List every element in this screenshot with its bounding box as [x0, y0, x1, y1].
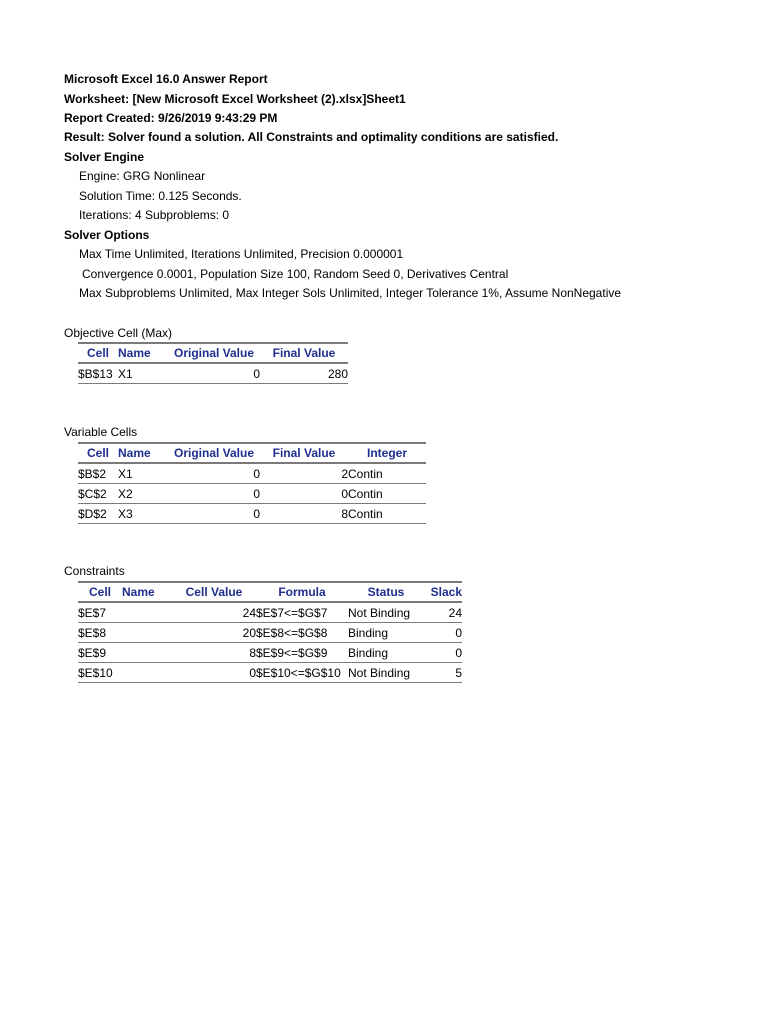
variables-section-title: Variable Cells [64, 425, 138, 439]
table-row [78, 484, 426, 504]
table-row [78, 623, 462, 643]
cell-name: X1 [118, 463, 168, 484]
original-value: 0 [168, 463, 260, 484]
table-row [78, 504, 426, 524]
cell-value: 24 [172, 602, 256, 623]
options-line-1: Max Time Unlimited, Iterations Unlimited, Precision 0.000001 [79, 247, 404, 261]
worksheet-line: Worksheet: [New Microsoft Excel Worksheet (2).xlsx]Sheet1 [64, 92, 406, 106]
table-row [78, 363, 348, 384]
solver-engine-heading: Solver Engine [64, 150, 145, 164]
constraints-section-title: Constraints [64, 564, 125, 578]
final-value: 280 [260, 363, 348, 384]
cell-ref: $E$10 [78, 663, 122, 683]
formula: $E$10<=$G$10 [256, 663, 348, 683]
column-header: Name [118, 343, 168, 363]
column-header: Formula [256, 582, 348, 602]
iterations-line: Iterations: 4 Subproblems: 0 [79, 208, 230, 222]
cell-name [122, 643, 172, 663]
cell-ref: $B$13 [78, 363, 118, 384]
cell-value: 20 [172, 623, 256, 643]
table-row [78, 602, 462, 623]
final-value: 0 [260, 484, 348, 504]
cell-name [122, 623, 172, 643]
table-row [78, 463, 426, 484]
final-value: 8 [260, 504, 348, 524]
column-header: Final Value [260, 343, 348, 363]
slack: 24 [424, 602, 462, 623]
report-title: Microsoft Excel 16.0 Answer Report [64, 72, 268, 86]
formula: $E$7<=$G$7 [256, 602, 348, 623]
table-row [78, 663, 462, 683]
original-value: 0 [168, 504, 260, 524]
report-created: Report Created: 9/26/2019 9:43:29 PM [64, 111, 278, 125]
final-value: 2 [260, 463, 348, 484]
solver-options-heading: Solver Options [64, 228, 150, 242]
cell-value: 8 [172, 643, 256, 663]
original-value: 0 [168, 363, 260, 384]
cell-ref: $D$2 [78, 504, 118, 524]
column-header: Cell [78, 443, 118, 463]
cell-ref: $E$7 [78, 602, 122, 623]
options-line-3: Max Subproblems Unlimited, Max Integer Sols Unlimited, Integer Tolerance 1%, Assume NonNegative [79, 286, 622, 300]
engine-line: Engine: GRG Nonlinear [79, 169, 206, 183]
column-header: Cell Value [172, 582, 256, 602]
cell-name [122, 602, 172, 623]
constraints-table [78, 581, 462, 683]
cell-name: X3 [118, 504, 168, 524]
formula: $E$9<=$G$9 [256, 643, 348, 663]
integer-type: Contin [348, 484, 426, 504]
column-header: Original Value [168, 343, 260, 363]
column-header: Slack [424, 582, 462, 602]
cell-value: 0 [172, 663, 256, 683]
original-value: 0 [168, 484, 260, 504]
slack: 0 [424, 643, 462, 663]
column-header: Final Value [260, 443, 348, 463]
cell-ref: $B$2 [78, 463, 118, 484]
objective-table [78, 342, 348, 384]
cell-ref: $E$8 [78, 623, 122, 643]
cell-name: X1 [118, 363, 168, 384]
solution-time-line: Solution Time: 0.125 Seconds. [79, 189, 242, 203]
slack: 5 [424, 663, 462, 683]
cell-ref: $E$9 [78, 643, 122, 663]
cell-name: X2 [118, 484, 168, 504]
options-line-2: Convergence 0.0001, Population Size 100, Random Seed 0, Derivatives Central [82, 267, 509, 281]
column-header: Original Value [168, 443, 260, 463]
integer-type: Contin [348, 504, 426, 524]
formula: $E$8<=$G$8 [256, 623, 348, 643]
column-header: Name [118, 443, 168, 463]
table-row [78, 643, 462, 663]
objective-section-title: Objective Cell (Max) [64, 326, 173, 340]
result-line: Result: Solver found a solution. All Constraints and optimality conditions are satisfied. [64, 130, 559, 144]
column-header: Integer [348, 443, 426, 463]
variables-table [78, 442, 426, 524]
column-header: Cell [78, 582, 122, 602]
status: Not Binding [348, 602, 424, 623]
column-header: Cell [78, 343, 118, 363]
status: Binding [348, 643, 424, 663]
cell-name [122, 663, 172, 683]
status: Not Binding [348, 663, 424, 683]
status: Binding [348, 623, 424, 643]
cell-ref: $C$2 [78, 484, 118, 504]
slack: 0 [424, 623, 462, 643]
column-header: Name [122, 582, 172, 602]
column-header: Status [348, 582, 424, 602]
integer-type: Contin [348, 463, 426, 484]
